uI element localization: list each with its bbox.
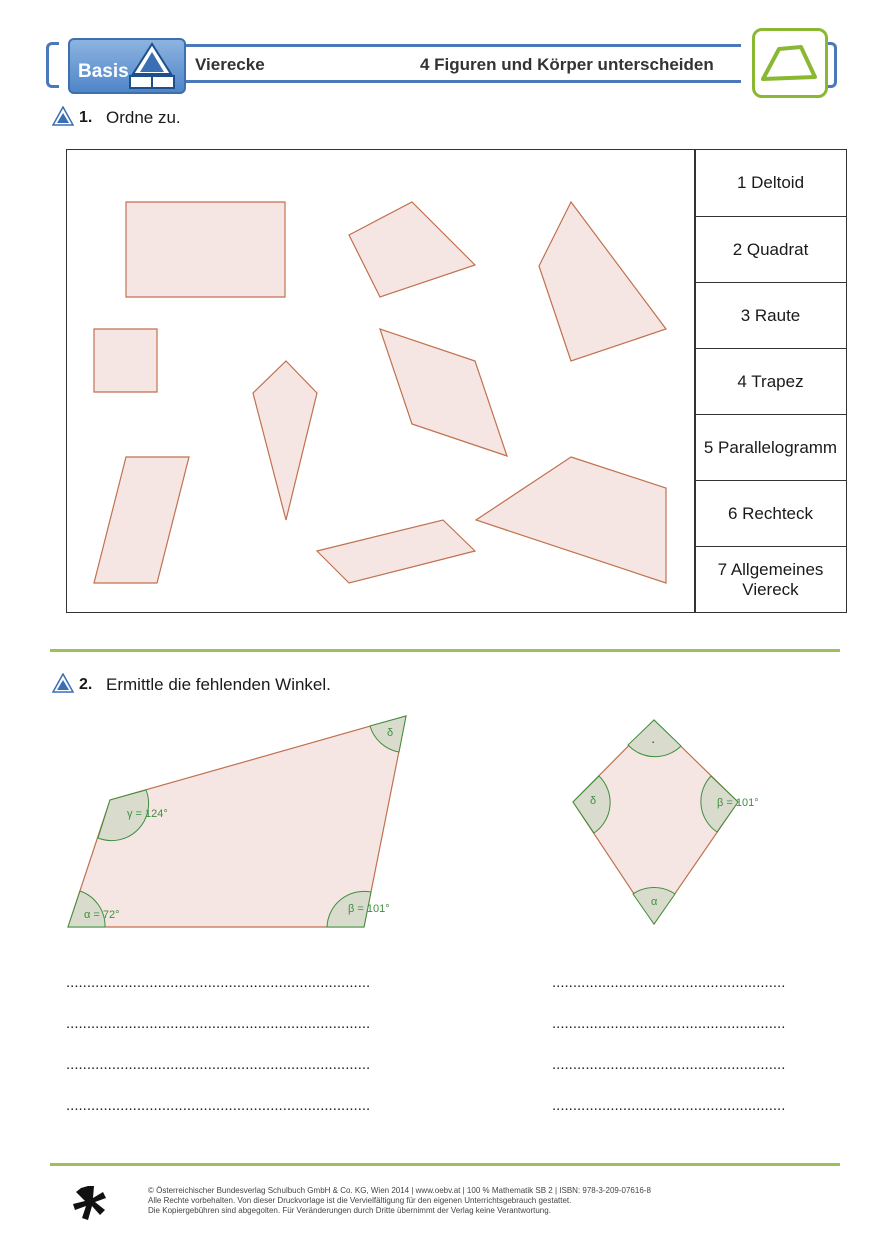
task1-instruction: Ordne zu. xyxy=(106,108,181,127)
shape-parallelogram-bottom xyxy=(317,520,475,583)
task1-figure-area xyxy=(66,149,696,613)
answer-line[interactable]: ........................................................ xyxy=(552,1097,786,1114)
task1-number: 1. xyxy=(79,109,93,126)
shape-kite xyxy=(253,361,317,520)
answer-line[interactable]: ......................................................................... xyxy=(66,1097,371,1114)
task-level-icon xyxy=(52,106,74,126)
task2-quadrilateral-left xyxy=(60,708,420,938)
legend-item: 5 Parallelogramm xyxy=(694,414,846,480)
legend-item: 2 Quadrat xyxy=(694,216,846,282)
answer-line[interactable]: ......................................................................... xyxy=(66,974,371,991)
angle-beta-label: β = 101° xyxy=(348,903,390,915)
task2-rhombus-right xyxy=(570,715,770,930)
legend-item: 1 Deltoid xyxy=(694,150,846,216)
angle-delta-label: δ xyxy=(590,795,597,807)
legend-item: 4 Trapez xyxy=(694,348,846,414)
answer-line[interactable]: ......................................................................... xyxy=(66,1015,371,1032)
answer-line[interactable]: ........................................................ xyxy=(552,1056,786,1073)
shape-parallelogram-left xyxy=(94,457,189,583)
footer-line: © Österreichischer Bundesverlag Schulbuch GmbH & Co. KG, Wien 2014 | www.oebv.at | 100 % Mathematik SB 2 | ISBN: 978-3-209-07616-8 xyxy=(148,1186,651,1195)
answer-line[interactable]: ......................................................................... xyxy=(66,1056,371,1073)
answer-line[interactable]: ........................................................ xyxy=(552,1015,786,1032)
legend-item: 6 Rechteck xyxy=(694,480,846,546)
section-divider xyxy=(50,649,840,652)
shape-trapezoid-left xyxy=(349,202,475,297)
shape-trapezoid-right xyxy=(476,457,666,583)
trapezoid-chapter-icon xyxy=(752,28,828,98)
shape-rhombus xyxy=(380,329,507,456)
shape-general-quad-right xyxy=(539,202,666,361)
right-angle-mark: · xyxy=(651,734,656,749)
shape-rectangle xyxy=(126,202,285,297)
footer-copyright xyxy=(148,1186,651,1216)
chapter-title: 4 Figuren und Körper unterscheiden xyxy=(420,55,714,74)
footer-line: Die Kopiergebühren sind abgegolten. Für Veränderungen durch Dritte übernimmt der Verlag keine Verantwortung. xyxy=(148,1206,551,1215)
angle-alpha-label: α xyxy=(651,896,658,908)
topic-title: Vierecke xyxy=(195,55,265,74)
angle-alpha-label: α = 72° xyxy=(84,909,120,921)
task-level-icon xyxy=(52,673,74,693)
task1-legend-table xyxy=(694,149,847,613)
footer-divider xyxy=(50,1163,840,1166)
legend-item: 3 Raute xyxy=(694,282,846,348)
angle-beta-label: β = 101° xyxy=(717,797,759,809)
angle-gamma-label: γ = 124° xyxy=(127,808,168,820)
legend-item: 7 Allgemeines Viereck xyxy=(694,546,846,612)
task2-number: 2. xyxy=(79,676,93,693)
task2-instruction: Ermittle die fehlenden Winkel. xyxy=(106,675,331,694)
series-label: Basis xyxy=(78,61,129,82)
shape-square xyxy=(94,329,157,392)
publisher-logo-icon xyxy=(72,1184,110,1222)
angle-delta-label: δ xyxy=(387,727,394,739)
answer-line[interactable]: ........................................................ xyxy=(552,974,786,991)
footer-line: Alle Rechte vorbehalten. Von dieser Druckvorlage ist die Vervielfältigung für den eigenen Unterrichtsgebrauch gestattet. xyxy=(148,1196,572,1205)
